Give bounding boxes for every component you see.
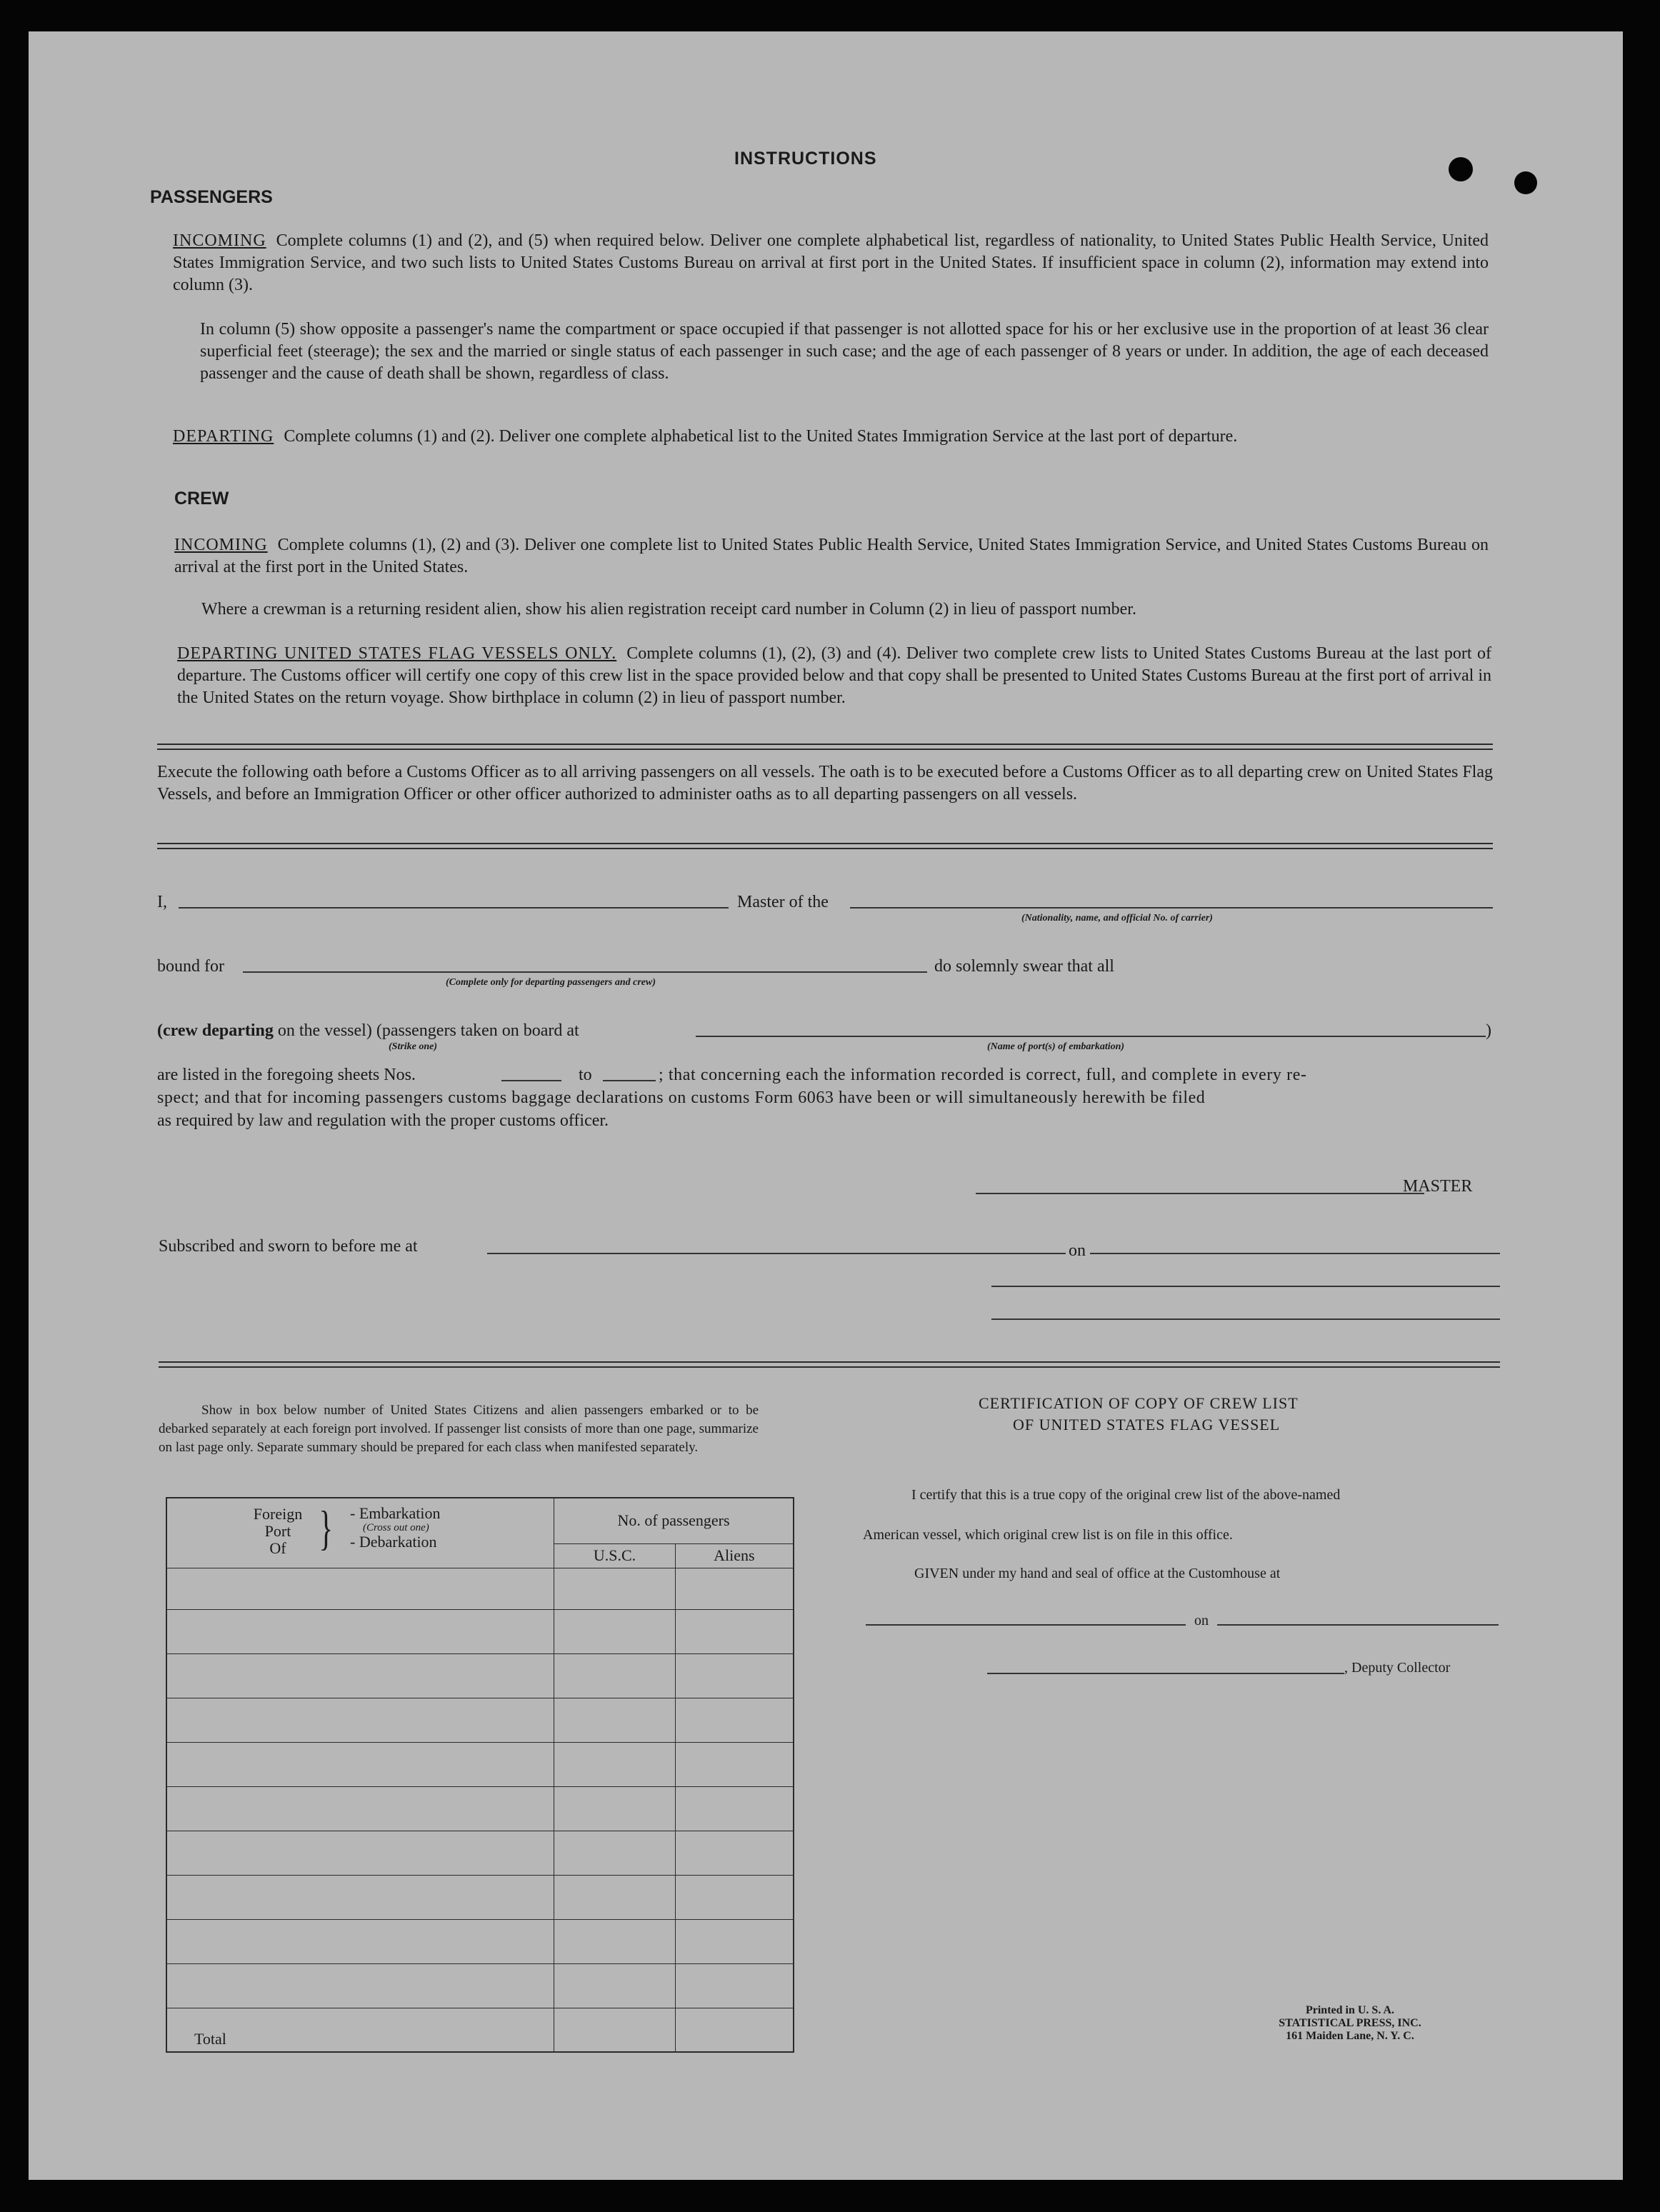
table-row — [166, 1963, 794, 2008]
sheets-to-label: to — [579, 1066, 592, 1084]
imprint-line-1: Printed in U. S. A. — [1305, 2004, 1394, 2016]
passengers-column5: In column (5) show opposite a passenger's name the compartment or space occupied if that passenger is not allotted space for his or her exclusive use in the proportion of at least 36 clear superficial feet (steerage); the sex and the married or single status of each passenger in such case; and the age of each passenger of 8 years or under. In addition, the age of each deceased passenger and the cause of death shall be shown, regardless of class. — [200, 320, 1489, 383]
aliens-header: Aliens — [675, 1543, 794, 1568]
master-name-field[interactable] — [179, 907, 729, 909]
port-cell[interactable] — [166, 1963, 554, 2008]
table-row — [166, 1919, 794, 1963]
total-label: Total — [166, 2008, 554, 2052]
printer-imprint — [1243, 2004, 1457, 2043]
crew-alien: Where a crewman is a returning resident alien, show his alien registration receipt card number in Column (2) in lieu of passport number. — [201, 600, 1136, 619]
no-passengers-header: No. of passengers — [554, 1498, 794, 1543]
brace-icon: } — [319, 1501, 334, 1555]
passengers-incoming — [173, 230, 1489, 296]
debarkation-label: - Debarkation — [350, 1533, 437, 1551]
crew-departing-text: Complete columns (1), (2), (3) and (4). Deliver two complete crew lists to United States Customs Bureau at the last port of departure. The Customs officer will certify one copy of this crew list in the space provided below and that copy shall be presented to United States Customs Bureau at the first port of arrival in the United States on the return voyage. Show birthplace in column (2) in lieu of passport number. — [177, 644, 1491, 707]
aliens-cell[interactable] — [675, 1698, 794, 1742]
crew-departing-label: (crew departing — [157, 1021, 274, 1040]
crew-heading: CREW — [174, 489, 229, 509]
officer-title-field[interactable] — [991, 1318, 1500, 1320]
crew-incoming-text: Complete columns (1), (2) and (3). Deliver one complete list to United States Public Health Service, United States Immigration Service, and United States Customs Bureau on arrival at the first port in the United States. — [174, 536, 1489, 576]
port-cell[interactable] — [166, 1742, 554, 1786]
aliens-cell[interactable] — [675, 1875, 794, 1919]
certification-line-2: American vessel, which original crew list is on file in this office. — [863, 1527, 1233, 1543]
foreign-label: Foreign — [253, 1505, 303, 1523]
usc-cell[interactable] — [554, 1875, 676, 1919]
master-of-the-label: Master of the — [737, 893, 829, 911]
crew-passengers-line — [157, 1021, 579, 1041]
oath-line3: as required by law and regulation with the proper customs officer. — [157, 1111, 609, 1130]
certification-line-1: I certify that this is a true copy of the original crew list of the above-named — [911, 1487, 1341, 1503]
punch-hole — [1514, 171, 1537, 194]
subscribed-date-field[interactable] — [1090, 1253, 1500, 1254]
deputy-collector-label: , Deputy Collector — [1344, 1660, 1451, 1676]
officer-signature-field[interactable] — [991, 1286, 1500, 1287]
divider — [157, 843, 1493, 844]
master-signature-field[interactable] — [976, 1193, 1424, 1194]
port-cell[interactable] — [166, 1831, 554, 1875]
total-row — [166, 2008, 794, 2052]
sheets-to-field[interactable] — [603, 1080, 656, 1081]
divider — [159, 1361, 1500, 1363]
port-cell[interactable] — [166, 1698, 554, 1742]
crew-incoming-lead: INCOMING — [174, 536, 268, 554]
crew-departing — [177, 643, 1491, 709]
passengers-heading: PASSENGERS — [150, 187, 273, 207]
certification-heading-2: OF UNITED STATES FLAG VESSEL — [1013, 1416, 1281, 1433]
table-row — [166, 1568, 794, 1609]
usc-cell[interactable] — [554, 1609, 676, 1653]
strike-one-caption: (Strike one) — [389, 1041, 438, 1052]
total-aliens-cell[interactable] — [675, 2008, 794, 2052]
page-title: INSTRUCTIONS — [734, 149, 877, 169]
port-cell[interactable] — [166, 1609, 554, 1653]
total-usc-cell[interactable] — [554, 2008, 676, 2052]
close-paren: ) — [1486, 1021, 1491, 1040]
usc-cell[interactable] — [554, 1568, 676, 1609]
divider — [157, 744, 1493, 745]
aliens-cell[interactable] — [675, 1919, 794, 1963]
subscribed-on-label: on — [1069, 1241, 1086, 1260]
form-page — [29, 31, 1623, 2180]
oath-line1-suffix: ; that concerning each the information recorded is correct, full, and complete in every re- — [659, 1066, 1307, 1084]
crew-departing-lead: DEPARTING UNITED STATES FLAG VESSELS ONLY. — [177, 644, 617, 663]
certification-line-3: GIVEN under my hand and seal of office at the Customhouse at — [914, 1566, 1281, 1581]
on-the-vessel-label: on the vessel) — [277, 1021, 372, 1040]
oath-i-label: I, — [157, 893, 167, 911]
usc-header: U.S.C. — [554, 1543, 676, 1568]
foreign-port-header — [166, 1498, 554, 1568]
table-row — [166, 1653, 794, 1698]
passengers-departing-text: Complete columns (1) and (2). Deliver one complete alphabetical list to the United States Immigration Service at the last port of departure. — [284, 427, 1238, 446]
certification-date-field[interactable] — [1217, 1624, 1499, 1626]
table-row — [166, 1609, 794, 1653]
table-row — [166, 1698, 794, 1742]
passengers-departing — [173, 426, 1489, 448]
carrier-field[interactable] — [850, 907, 1493, 909]
punch-hole — [1449, 157, 1473, 181]
port-cell[interactable] — [166, 1919, 554, 1963]
certification-heading-1: CERTIFICATION OF COPY OF CREW LIST — [979, 1394, 1299, 1412]
aliens-cell[interactable] — [675, 1786, 794, 1831]
usc-cell[interactable] — [554, 1698, 676, 1742]
passenger-summary-table — [166, 1497, 794, 2053]
summary-instructions: Show in box below number of United States Citizens and alien passengers embarked or to be debarked separately at each foreign port involved. If passenger list consists of more than one page, summarize on last page only. Separate summary should be prepared for each class when manifested separately. — [159, 1403, 759, 1455]
bound-for-caption: (Complete only for departing passengers and crew) — [446, 977, 656, 988]
port-label: Port — [264, 1522, 291, 1540]
passengers-incoming-text: Complete columns (1) and (2), and (5) when required below. Deliver one complete alphabetical list, regardless of nationality, to United States Public Health Service, United States Immigration Service, and two such lists to United States Customs Bureau on arrival at first port in the United States. If insufficient space in column (2), information may extend into column (3). — [173, 231, 1489, 294]
aliens-cell[interactable] — [675, 1742, 794, 1786]
passengers-taken-label: (passengers taken on board at — [376, 1021, 579, 1040]
passengers-departing-lead: DEPARTING — [173, 427, 274, 446]
certification-on-label: on — [1194, 1613, 1209, 1628]
table-row — [166, 1742, 794, 1786]
imprint-line-3: 161 Maiden Lane, N. Y. C. — [1286, 2030, 1414, 2042]
sheets-label: are listed in the foregoing sheets Nos. — [157, 1066, 416, 1084]
embarkation-label: - Embarkation — [350, 1504, 441, 1522]
swear-label: do solemnly swear that all — [934, 957, 1114, 976]
divider — [159, 1366, 1500, 1368]
passengers-incoming-lead: INCOMING — [173, 231, 266, 250]
aliens-cell[interactable] — [675, 1568, 794, 1609]
master-label: MASTER — [1403, 1177, 1473, 1196]
table-row — [166, 1875, 794, 1919]
execute-instructions: Execute the following oath before a Customs Officer as to all arriving passengers on all vessels. The oath is to be executed before a Customs Officer as to all departing crew on United States Flag Vessels, and before an Immigration Officer or other officer authorized to administer oaths as to all departing passengers on all vessels. — [157, 763, 1493, 804]
oath-line2: spect; and that for incoming passengers customs baggage declarations on customs Form 6063 have been or will simultaneously herewith be filed — [157, 1089, 1206, 1107]
bound-for-label: bound for — [157, 957, 224, 976]
ports-caption: (Name of port(s) of embarkation) — [987, 1041, 1125, 1052]
usc-cell[interactable] — [554, 1742, 676, 1786]
carrier-caption: (Nationality, name, and official No. of carrier) — [1021, 913, 1213, 924]
usc-cell[interactable] — [554, 1831, 676, 1875]
divider — [157, 749, 1493, 750]
cross-out-caption: (Cross out one) — [363, 1522, 429, 1533]
subscribed-place-field[interactable] — [487, 1253, 1066, 1254]
usc-cell[interactable] — [554, 1786, 676, 1831]
bound-for-field[interactable] — [243, 971, 927, 973]
of-label: Of — [269, 1539, 286, 1557]
port-cell[interactable] — [166, 1653, 554, 1698]
divider — [157, 848, 1493, 849]
usc-cell[interactable] — [554, 1963, 676, 2008]
customhouse-field[interactable] — [866, 1624, 1186, 1626]
sheets-from-field[interactable] — [501, 1080, 561, 1081]
port-cell[interactable] — [166, 1875, 554, 1919]
usc-cell[interactable] — [554, 1919, 676, 1963]
usc-cell[interactable] — [554, 1653, 676, 1698]
deputy-signature-field[interactable] — [987, 1673, 1344, 1674]
crew-incoming — [174, 534, 1489, 579]
port-cell[interactable] — [166, 1568, 554, 1609]
port-cell[interactable] — [166, 1786, 554, 1831]
imprint-line-2: STATISTICAL PRESS, INC. — [1279, 2017, 1421, 2029]
aliens-cell[interactable] — [675, 1963, 794, 2008]
table-row — [166, 1831, 794, 1875]
subscribed-label: Subscribed and sworn to before me at — [159, 1237, 418, 1256]
table-row — [166, 1786, 794, 1831]
ports-field[interactable] — [696, 1036, 1486, 1037]
aliens-cell[interactable] — [675, 1831, 794, 1875]
aliens-cell[interactable] — [675, 1653, 794, 1698]
aliens-cell[interactable] — [675, 1609, 794, 1653]
